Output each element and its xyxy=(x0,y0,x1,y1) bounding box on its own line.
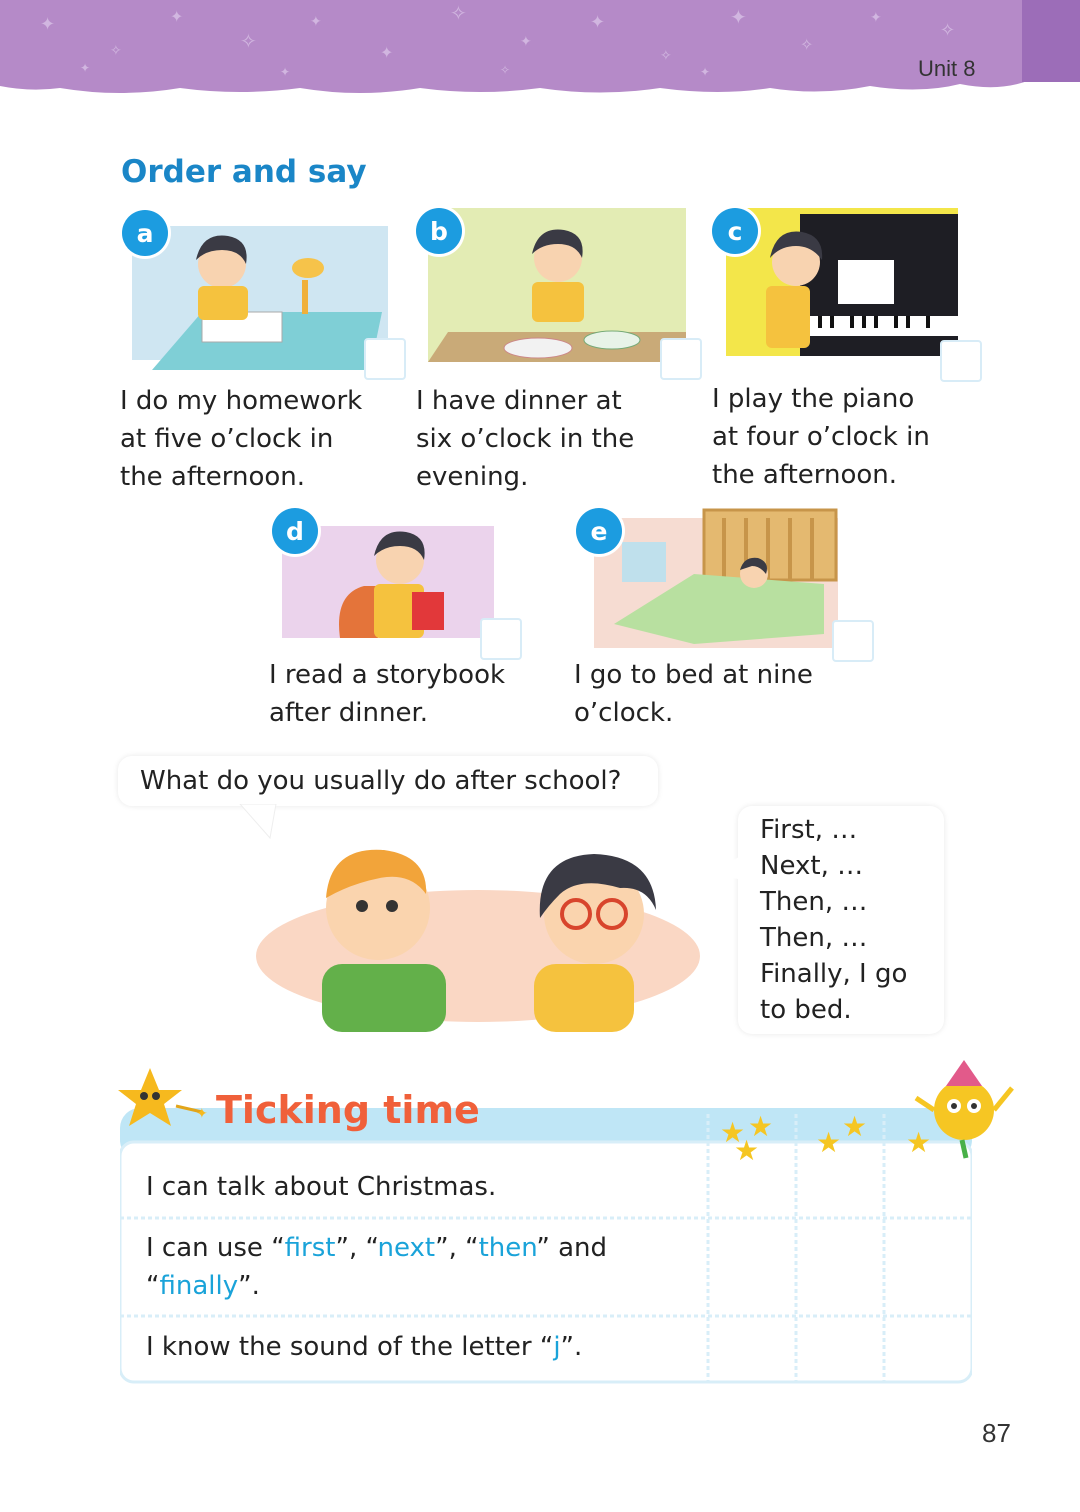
card-e xyxy=(590,504,874,662)
svg-text:★: ★ xyxy=(842,1110,868,1143)
svg-text:✧: ✧ xyxy=(800,35,814,54)
card-a xyxy=(132,220,402,376)
svg-text:★: ★ xyxy=(906,1126,932,1159)
card-d-badge: d xyxy=(272,508,318,554)
sun-mascot-icon xyxy=(910,1058,1020,1168)
card-e-badge: e xyxy=(576,508,622,554)
svg-text:✦: ✦ xyxy=(196,1106,208,1122)
card-c xyxy=(726,208,986,378)
card-d-caption: I read a storybook after dinner. xyxy=(269,660,506,728)
svg-text:✦: ✦ xyxy=(380,43,394,62)
kids-illustration xyxy=(250,836,710,1032)
svg-text:✧: ✧ xyxy=(240,29,257,53)
svg-text:✦: ✦ xyxy=(870,10,882,26)
question-bubble: What do you usually do after school? xyxy=(118,756,658,806)
svg-text:★: ★ xyxy=(734,1134,760,1167)
star-mascot-icon xyxy=(116,1066,212,1136)
svg-text:✦: ✦ xyxy=(310,14,322,30)
ticking-row-3: I know the sound of the letter “j”. xyxy=(146,1332,583,1362)
card-c-caption: I play the piano at four o’clock in the afternoon. xyxy=(712,384,930,490)
card-b xyxy=(428,208,700,376)
card-b-badge: b xyxy=(416,208,462,254)
svg-text:★: ★ xyxy=(748,1110,774,1143)
card-c-badge: c xyxy=(712,208,758,254)
svg-text:✧: ✧ xyxy=(660,48,672,64)
card-d xyxy=(282,516,522,658)
section-title: Order and say xyxy=(121,154,367,190)
svg-text:✦: ✦ xyxy=(80,61,91,75)
answer-lines: First, … Next, … Then, … Then, … Finally, I go to bed. xyxy=(760,815,908,1025)
page-number: 87 xyxy=(982,1418,1011,1448)
svg-text:★: ★ xyxy=(816,1126,842,1159)
card-c-order-box[interactable] xyxy=(940,340,982,382)
svg-text:✦: ✦ xyxy=(280,65,291,79)
card-b-caption: I have dinner at six o’clock in the evening. xyxy=(416,386,635,492)
svg-text:✧: ✧ xyxy=(450,1,467,25)
svg-text:✦: ✦ xyxy=(520,34,532,50)
card-e-caption: I go to bed at nine o’clock. xyxy=(574,660,813,728)
ticking-row-2: I can use “first”, “next”, “then” and “finally”. xyxy=(146,1233,607,1301)
card-d-order-box[interactable] xyxy=(480,618,522,660)
svg-text:✧: ✧ xyxy=(110,43,122,59)
ticking-row-1: I can talk about Christmas. xyxy=(146,1172,497,1202)
svg-text:✦: ✦ xyxy=(730,5,747,29)
unit-label: Unit 8 xyxy=(918,56,976,81)
card-a-badge: a xyxy=(122,210,168,256)
ticking-time-title: Ticking time xyxy=(216,1088,480,1132)
card-a-order-box[interactable] xyxy=(364,338,406,380)
header-band xyxy=(0,0,1080,100)
svg-text:✧: ✧ xyxy=(940,20,956,41)
svg-text:✦: ✦ xyxy=(590,12,606,33)
card-b-order-box[interactable] xyxy=(660,338,702,380)
card-e-order-box[interactable] xyxy=(832,620,874,662)
svg-text:✦: ✦ xyxy=(40,14,56,35)
card-a-caption: I do my homework at five o’clock in the afternoon. xyxy=(120,386,363,492)
answer-bubble-tail xyxy=(708,850,748,890)
svg-text:★: ★ xyxy=(720,1116,746,1149)
homework-illustration xyxy=(132,220,402,376)
svg-text:✦: ✦ xyxy=(170,7,184,26)
svg-text:✦: ✦ xyxy=(700,65,711,79)
svg-text:✧: ✧ xyxy=(500,63,511,77)
